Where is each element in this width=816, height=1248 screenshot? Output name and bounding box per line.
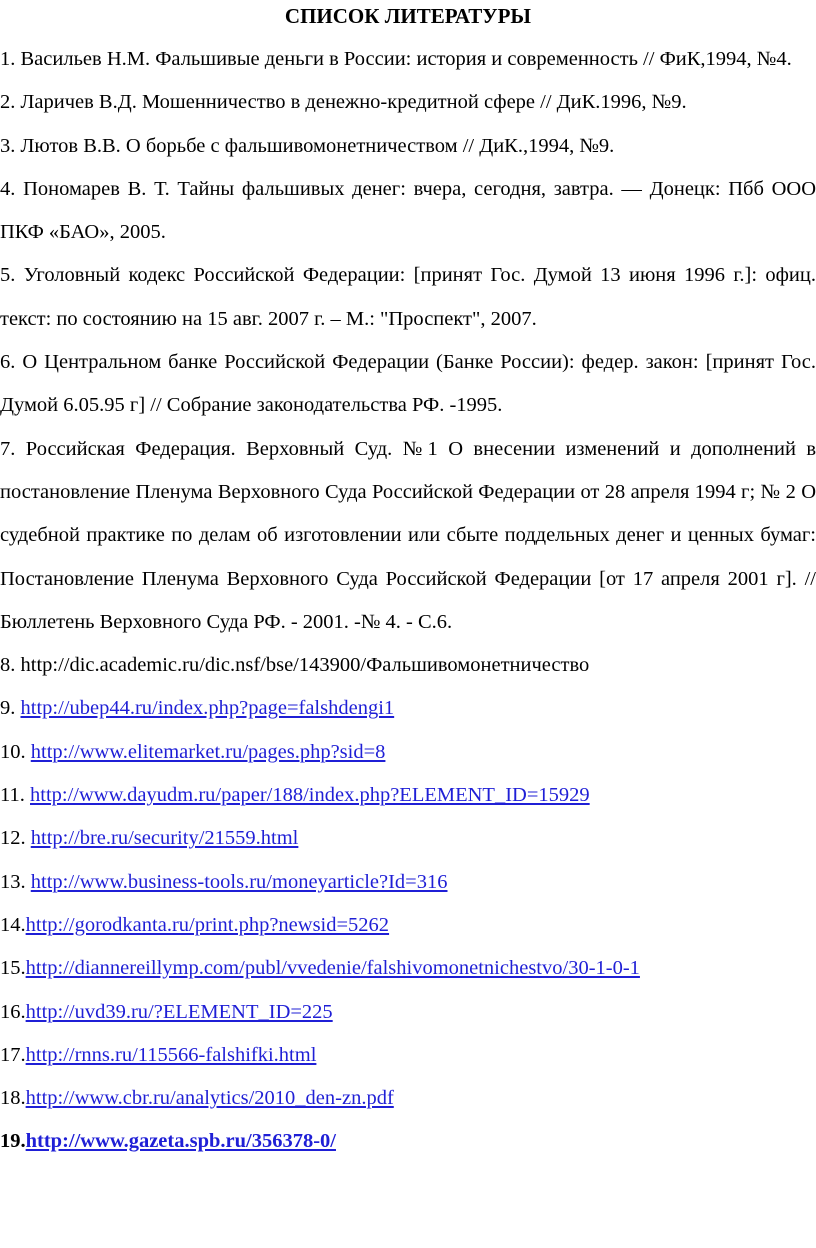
reference-url-text: http://dic.academic.ru/dic.nsf/bse/143900/Фальшивомонетничество xyxy=(20,654,590,677)
reference-number: 1. xyxy=(0,48,16,70)
reference-link[interactable]: http://uvd39.ru/?ELEMENT_ID=225 xyxy=(25,1000,333,1023)
reference-number: 5. xyxy=(0,264,16,287)
reference-item-6 xyxy=(0,341,816,428)
reference-link[interactable]: http://rnns.ru/115566-falshifki.html xyxy=(25,1043,317,1066)
reference-text: Уголовный кодекс Российской Федерации: [принят Гос. Думой 13 июня 1996 г.]: офиц. текст: по состоянию на 15 авг. 2007 г. – М.: "Проспект", 2007. xyxy=(0,264,816,330)
reference-item-3 xyxy=(0,125,816,168)
reference-text: Лютов В.В. О борьбе с фальшивомонетничеством // ДиК.,1994, №9. xyxy=(20,134,615,157)
reference-number: 9. xyxy=(0,697,16,720)
reference-number: 8. xyxy=(0,654,16,677)
reference-item-2 xyxy=(0,81,816,124)
reference-number: 15. xyxy=(0,957,26,980)
reference-number: 4. xyxy=(0,177,16,200)
reference-item-5 xyxy=(0,254,816,341)
reference-number: 16. xyxy=(0,1000,26,1023)
reference-link[interactable]: http://www.elitemarket.ru/pages.php?sid=8 xyxy=(30,740,386,763)
reference-link[interactable]: http://diannereillymp.com/publ/vvedenie/falshivomonetnichestvo/30-1-0-1 xyxy=(25,957,640,980)
reference-item-13 xyxy=(0,861,816,904)
reference-item-7 xyxy=(0,428,816,644)
reference-link[interactable]: http://www.dayudm.ru/paper/188/index.php?ELEMENT_ID=15929 xyxy=(30,784,590,807)
reference-item-1 xyxy=(0,38,816,81)
reference-text: О Центральном банке Российской Федерации (Банке России): федер. закон: [принят Гос. Думой 6.05.95 г] // Собрание законодательства РФ. -1995. xyxy=(0,351,816,417)
reference-link[interactable]: http://www.cbr.ru/analytics/2010_den-zn.pdf xyxy=(25,1087,394,1110)
reference-item-19 xyxy=(0,1120,816,1163)
reference-number: 18. xyxy=(0,1087,26,1110)
reference-item-12 xyxy=(0,817,816,860)
page-title: СПИСОК ЛИТЕРАТУРЫ xyxy=(284,4,532,28)
reference-item-11 xyxy=(0,774,816,817)
reference-number: 17. xyxy=(0,1043,26,1066)
reference-item-18 xyxy=(0,1077,816,1120)
reference-number: 14. xyxy=(0,913,26,936)
reference-number: 13. xyxy=(0,870,26,893)
reference-number: 19. xyxy=(0,1130,26,1153)
reference-item-4 xyxy=(0,168,816,255)
reference-item-9 xyxy=(0,687,816,730)
reference-number: 7. xyxy=(0,437,16,460)
reference-number: 11. xyxy=(0,784,25,807)
reference-number: 6. xyxy=(0,351,16,374)
reference-text: Пономарев В. Т. Тайны фальшивых денег: вчера, сегодня, завтра. — Донецк: Пбб ООО ПКФ «БАО», 2005. xyxy=(0,177,816,244)
reference-number: 3. xyxy=(0,134,16,157)
reference-item-15 xyxy=(0,947,816,990)
reference-list xyxy=(0,38,816,1164)
reference-number: 10. xyxy=(0,740,26,763)
reference-number: 2. xyxy=(0,91,16,114)
reference-text: Российская Федерация. Верховный Суд. №1 О внесении изменений и дополнений в постановление Пленума Верховного Суда Российской Федерации от 28 апреля 1994 г; № 2 О судебной практике по делам об изготовлении или сбыте поддельных денег и ценных бумаг: Постановление Пленума Верховного Суда Российской Федерации [от 17 апреля 2001 г]. // Бюллетень Верховного Суда РФ. - 2001. -№ 4. - С.6. xyxy=(0,437,816,633)
reference-link[interactable]: http://www.gazeta.spb.ru/356378-0/ xyxy=(25,1130,336,1153)
reference-link[interactable]: http://www.business-tools.ru/moneyarticle?Id=316 xyxy=(30,870,448,893)
reference-text: Ларичев В.Д. Мошенничество в денежно-кредитной сфере // ДиК.1996, №9. xyxy=(20,91,687,114)
reference-link[interactable]: http://gorodkanta.ru/print.php?newsid=5262 xyxy=(25,913,390,936)
reference-text: Васильев Н.М. Фальшивые деньги в России: история и современность // ФиК,1994, №4. xyxy=(20,48,792,70)
reference-item-17 xyxy=(0,1034,816,1077)
reference-link[interactable]: http://ubep44.ru/index.php?page=falshdengi1 xyxy=(20,697,395,720)
reference-link[interactable]: http://bre.ru/security/21559.html xyxy=(30,827,299,850)
reference-item-10 xyxy=(0,731,816,774)
reference-number: 12. xyxy=(0,827,26,850)
reference-item-8 xyxy=(0,644,816,687)
reference-item-16 xyxy=(0,991,816,1034)
reference-item-14 xyxy=(0,904,816,947)
